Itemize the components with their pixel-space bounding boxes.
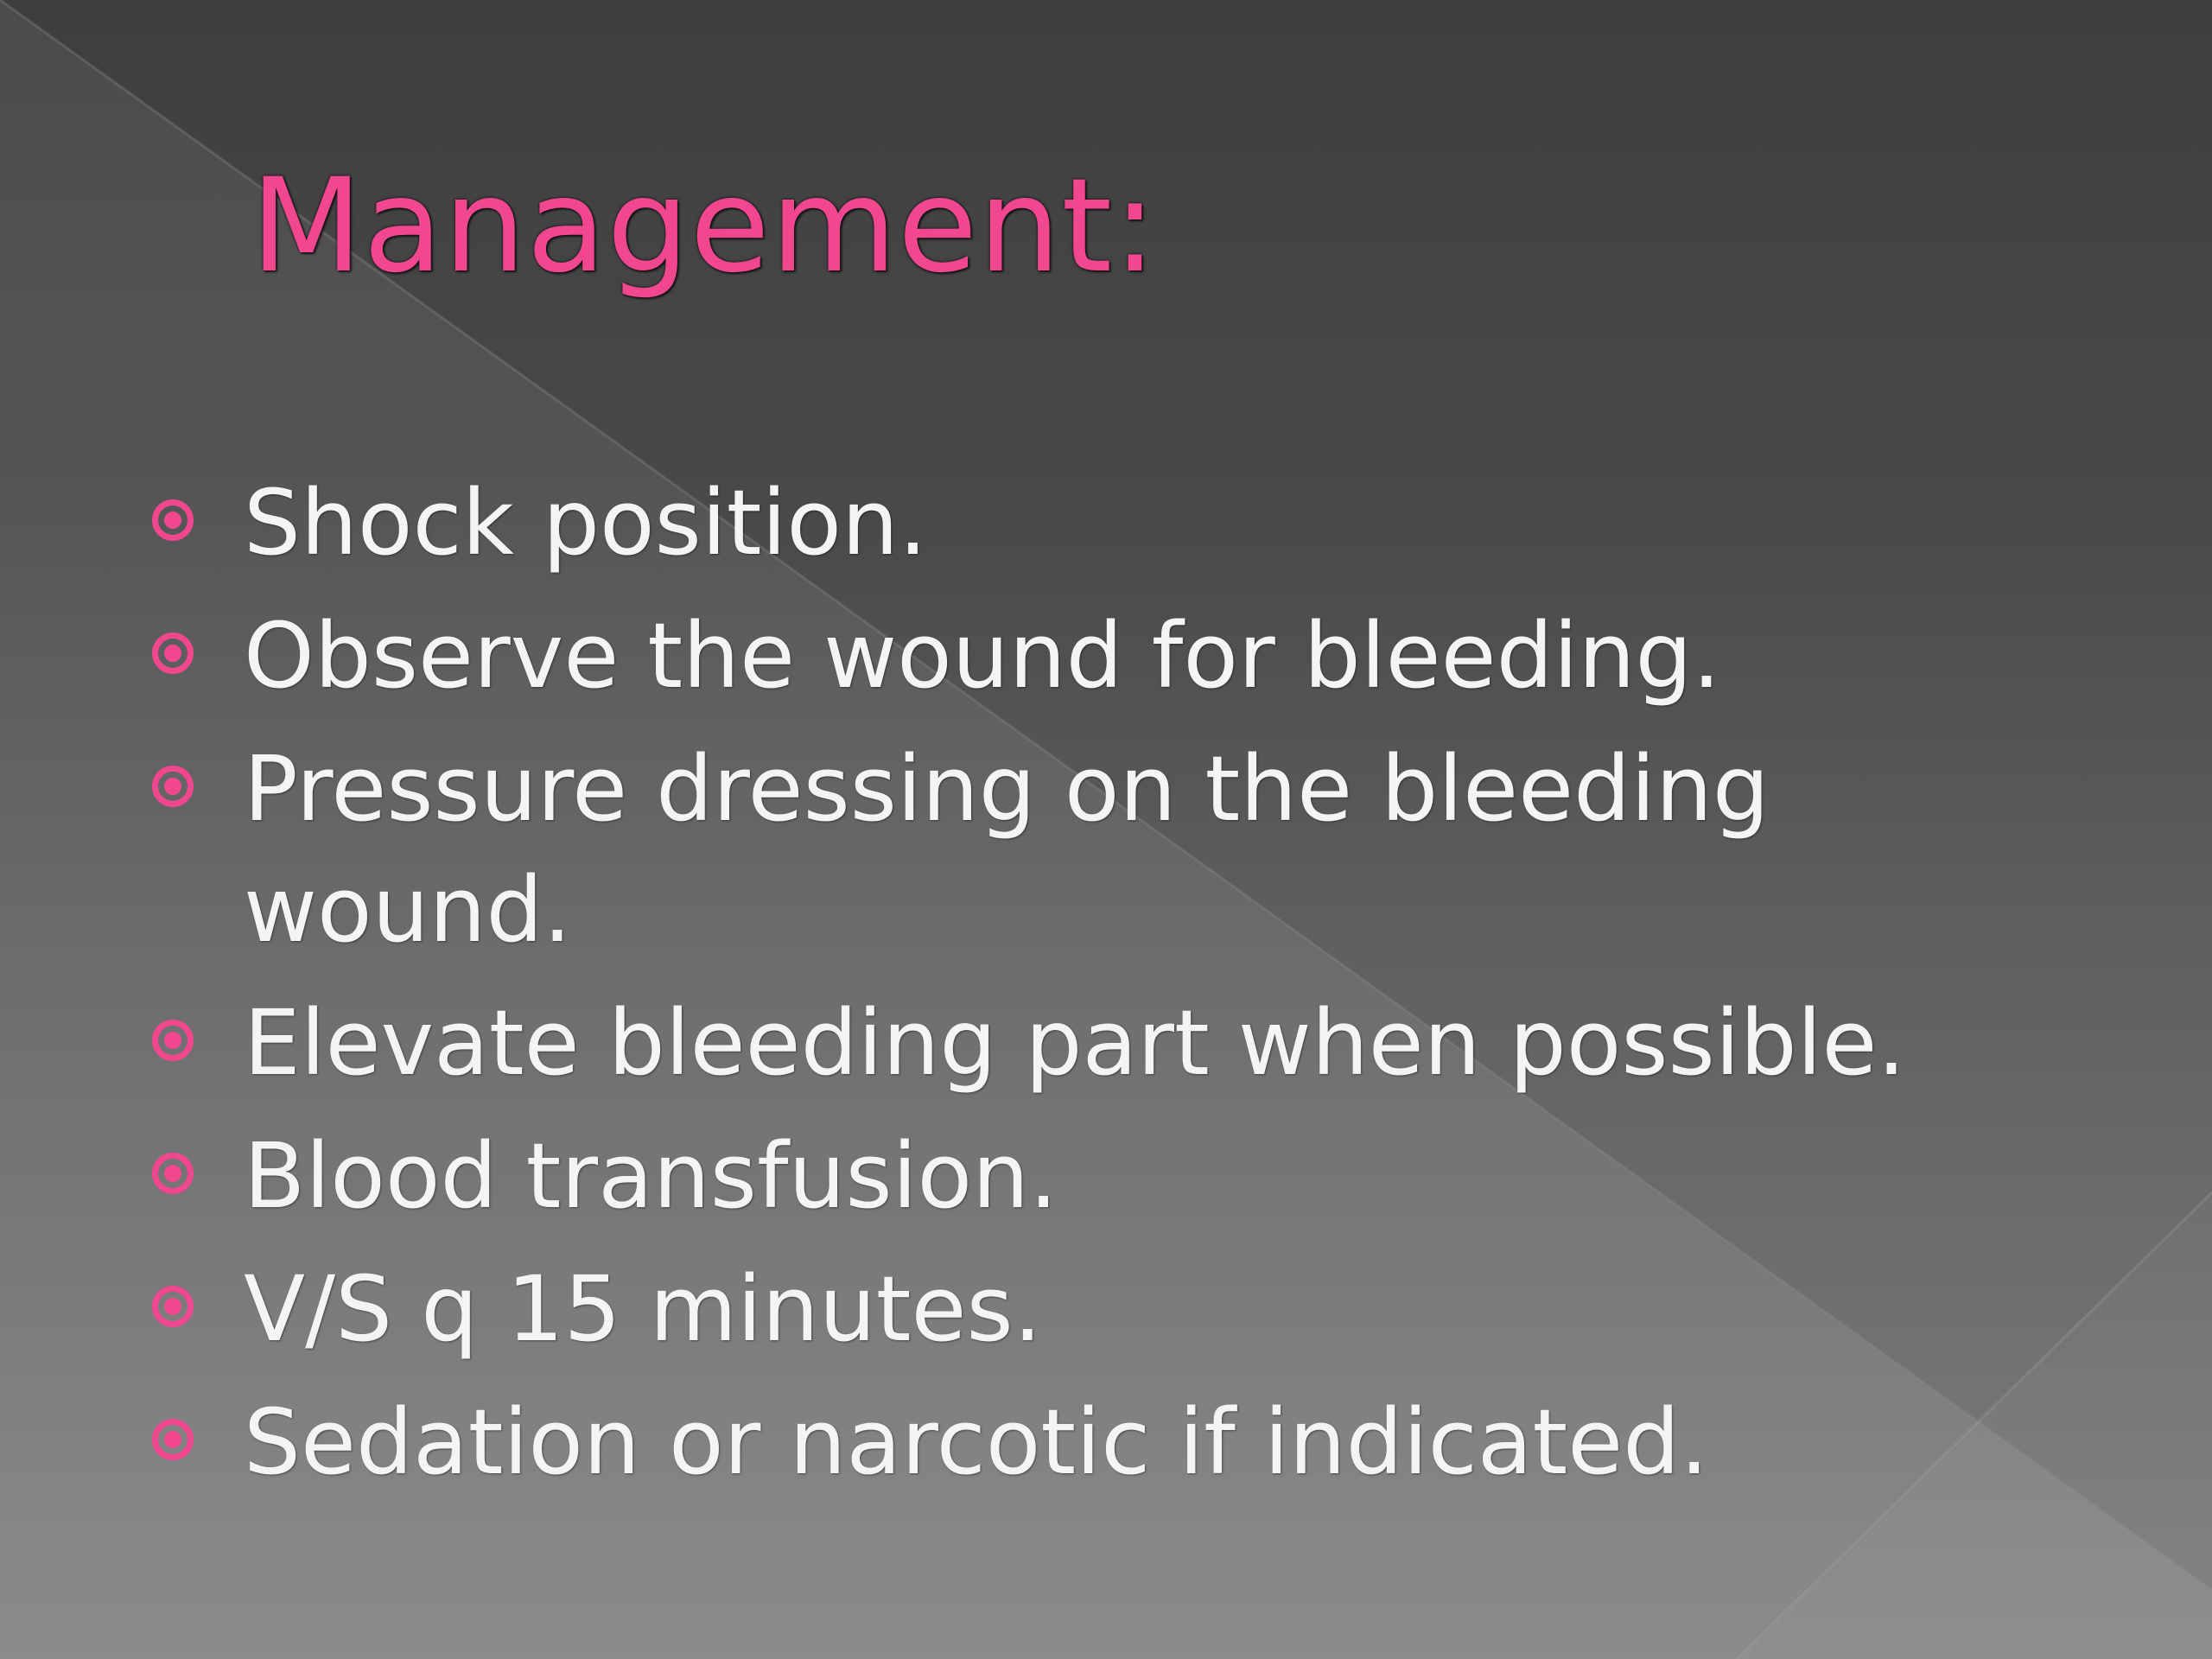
bullet-text: V/S q 15 minutes.: [244, 1256, 1042, 1362]
list-item: [147, 1382, 2091, 1503]
bullet-icon: [152, 1286, 194, 1327]
slide-title: Management:: [251, 151, 1158, 302]
bullet-icon: [152, 632, 194, 674]
bullet-icon: [152, 766, 194, 807]
list-item: [147, 728, 2091, 970]
bullet-icon: [152, 1419, 194, 1460]
bullet-text: Elevate bleeding part when possible.: [244, 990, 1906, 1096]
bullet-list: [147, 462, 2091, 1515]
list-item: [147, 1116, 2091, 1236]
list-item: [147, 1249, 2091, 1370]
bullet-icon: [152, 499, 194, 541]
list-item: [147, 462, 2091, 583]
list-item: [147, 982, 2091, 1103]
list-item: [147, 595, 2091, 716]
bullet-text: Observe the wound for bleeding.: [244, 603, 1721, 709]
bullet-text: Shock position.: [244, 470, 928, 575]
bullet-text: Sedation or narcotic if indicated.: [244, 1389, 1709, 1495]
bullet-icon: [152, 1153, 194, 1194]
bullet-text: Pressure dressing on the bleeding wound.: [244, 736, 1770, 963]
bullet-icon: [152, 1020, 194, 1061]
bullet-text: Blood transfusion.: [244, 1123, 1058, 1229]
